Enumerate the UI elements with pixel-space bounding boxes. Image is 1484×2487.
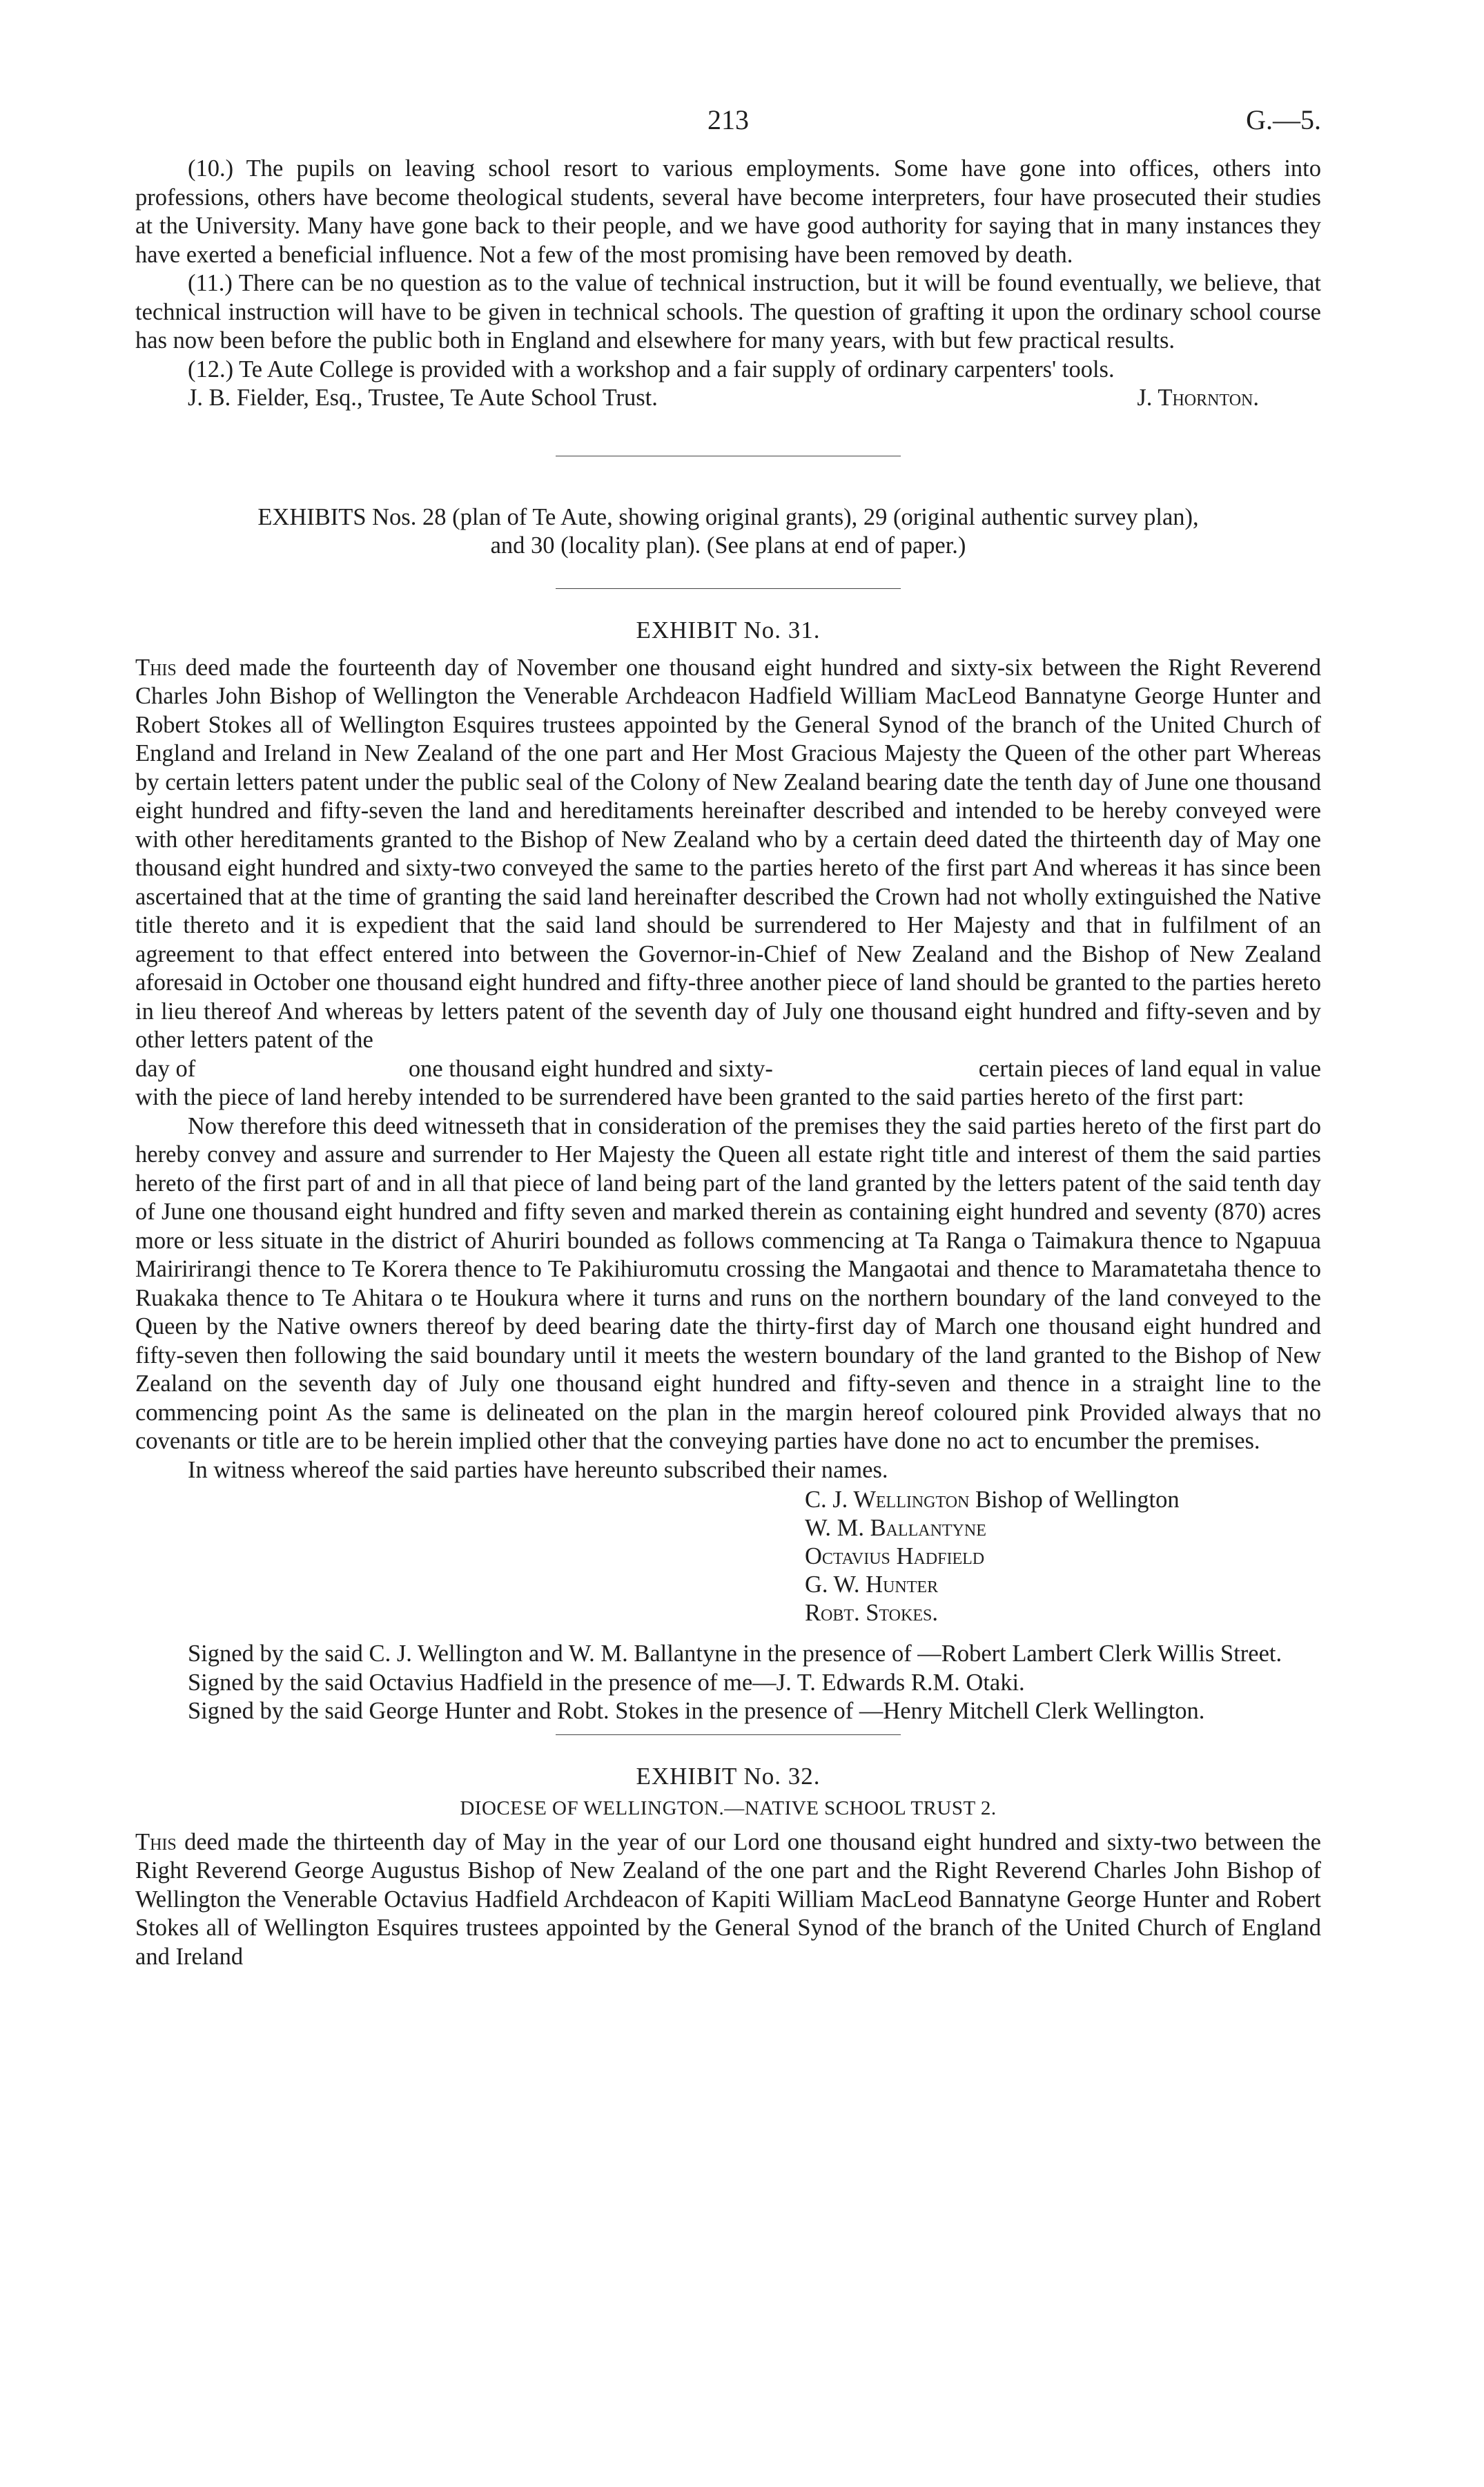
signature-name: C. J. Wellington <box>805 1487 970 1513</box>
attestation-1: Signed by the said C. J. Wellington and W. M. Ballantyne in the presence of —Robert Lambert Clerk Willis Street. <box>188 1641 1282 1667</box>
signature-5 <box>805 1599 1321 1627</box>
blank-date-line <box>135 1055 1321 1084</box>
paragraph-11: (11.) There can be no question as to the value of technical instruction, but it will be found eventually, we believe, that technical instruction will have to be given in technical schools. The question of grafting it upon the ordinary school course has now been before the public both in England and elsewhere for many years, with but few practical results. <box>135 270 1321 354</box>
signature-3 <box>805 1542 1321 1571</box>
document-page <box>135 104 1321 1971</box>
exhibit-31-para-1-end: with the piece of land hereby intended to be surrendered have been granted to the said parties hereto of the first part: <box>135 1084 1244 1110</box>
exhibits-note-line-2: and 30 (locality plan). (See plans at end of paper.) <box>490 532 966 559</box>
exhibit-31 <box>135 617 1321 1726</box>
signature-2 <box>805 1514 1321 1542</box>
report-signatory: J. Thornton. <box>1137 385 1259 411</box>
signature-1 <box>805 1486 1321 1514</box>
signature-name: G. W. Hunter <box>805 1571 939 1598</box>
signature-block <box>135 1486 1321 1627</box>
exhibits-note <box>135 503 1321 561</box>
exhibit-32-subtitle: DIOCESE OF WELLINGTON.—NATIVE SCHOOL TRUST 2. <box>460 1797 997 1819</box>
divider-rule <box>556 1734 901 1735</box>
opening-word: This <box>135 1828 177 1855</box>
exhibit-32-para-1-text: deed made the thirteenth day of May in the year of our Lord one thousand eight hundred and sixty-two between the Right Reverend George Augustus Bishop of New Zealand of the one part and the Right Reverend Charles John Bishop of Wellington the Venerable Octavius Hadfield Archdeacon of Kapiti William MacLeod Bannatyne George Hunter and Robert Stokes all of Wellington Esquires trustees appointed by the General Synod of the branch of the United Church of England and Ireland <box>135 1828 1321 1970</box>
signature-name: W. M. Ballantyne <box>805 1515 986 1541</box>
witness-clause: In witness whereof the said parties have hereunto subscribed their names. <box>188 1456 888 1483</box>
attestation-2: Signed by the said Octavius Hadfield in the presence of me—J. T. Edwards R.M. Otaki. <box>188 1669 1025 1696</box>
blank-date-3: certain pieces of land equal in value <box>978 1055 1321 1082</box>
opening-word: This <box>135 654 177 681</box>
page-number: 213 <box>707 104 749 135</box>
paragraph-12: (12.) Te Aute College is provided with a workshop and a fair supply of ordinary carpenters' tools. <box>188 356 1115 383</box>
exhibit-31-title: EXHIBIT No. 31. <box>636 616 821 643</box>
exhibit-31-para-2: Now therefore this deed witnesseth that in consideration of the premises they the said parties hereto of the first part do hereby convey and assure and surrender to Her Majesty the Queen all estate right title and interest of them the said parties hereto of the first part of and in all that piece of land being part of the land granted by the letters patent of the said tenth day of June one thousand eight hundred and fifty seven and marked therein as containing eight hundred and seventy (870) acres more or less situate in the district of Ahuriri bounded as follows commencing at Ta Ranga o Taimakura thence to Ngapuua Mairirirangi thence to Te Korera thence to Te Pakihiuromutu crossing the Mangaotai and thence to Maramatetaha thence to Ruakaka thence to Te Ahitara o te Houkura where it turns and runs on the northern boundary of the land conveyed to the Queen by the Native owners thereof by deed bearing date the thirty-first day of March one thousand eight hundred and fifty-seven then following the said boundary until it meets the western boundary of the land granted to the Bishop of New Zealand on the seventh day of July one thousand eight hundred and fifty-seven and thence in a straight line to the commencing point As the same is delineated on the plan in the margin hereof coloured pink Provided always that no covenants or title are to be herein implied other that the conveying parties have done no act to encumber the premises. <box>135 1112 1321 1454</box>
addressee: J. B. Fielder, Esq., Trustee, Te Aute School Trust. <box>188 385 658 411</box>
attestations <box>135 1640 1321 1726</box>
signature-4 <box>805 1571 1321 1599</box>
exhibit-32-title: EXHIBIT No. 32. <box>636 1762 821 1790</box>
attestation-3: Signed by the said George Hunter and Robt. Stokes in the presence of —Henry Mitchell Clerk Wellington. <box>188 1698 1205 1724</box>
paragraph-10: (10.) The pupils on leaving school resort to various employments. Some have gone into offices, others into professions, others have become theological students, several have become interpreters, four have prosecuted their studies at the University. Many have gone back to their people, and we have good authority for saying that in many instances they have exerted a beneficial influence. Not a few of the most promising have been removed by death. <box>135 155 1321 268</box>
divider-rule <box>556 588 901 589</box>
blank-date-2: one thousand eight hundred and sixty- <box>408 1055 773 1082</box>
signature-suffix: Bishop of Wellington <box>969 1487 1180 1513</box>
addressee-line <box>135 384 1321 413</box>
exhibit-32 <box>135 1763 1321 1972</box>
page-header <box>135 104 1321 145</box>
blank-date-1: day of <box>135 1055 196 1082</box>
signature-name: Robt. Stokes. <box>805 1600 938 1626</box>
exhibit-32-para-1 <box>135 1828 1321 1972</box>
exhibit-31-para-1-text: deed made the fourteenth day of November one thousand eight hundred and sixty-six between the Right Reverend Charles John Bishop of Wellington the Venerable Archdeacon Hadfield William MacLeod Bannatyne George Hunter and Robert Stokes all of Wellington Esquires trustees appointed by the General Synod of the branch of the United Church of England and Ireland in New Zealand of the one part and Her Most Gracious Majesty the Queen of the other part Whereas by certain letters patent under the public seal of the Colony of New Zealand bearing date the tenth day of June one thousand eight hundred and fifty-seven the land and hereditaments hereinafter described and intended to be hereby conveyed were with other hereditaments granted to the Bishop of New Zealand who by a certain deed dated the thirteenth day of May one thousand eight hundred and sixty-two conveyed the same to the parties hereto of the first part And whereas it has since been ascertained that at the time of granting the said land hereinafter described the Crown had not wholly extinguished the Native title thereto and it is expedient that the said land should be surrendered to Her Majesty and that in fulfilment of an agreement to that effect entered into between the Governor-in-Chief of New Zealand and the Bishop of New Zealand aforesaid in October one thousand eight hundred and fifty-three another piece of land should be granted to the parties hereto in lieu thereof And whereas by letters patent of the seventh day of July one thousand eight hundred and fifty-seven and by other letters patent of the <box>135 654 1321 1053</box>
signature-name: Octavius Hadfield <box>805 1543 985 1569</box>
exhibit-31-para-1 <box>135 654 1321 1055</box>
exhibits-note-line-1: EXHIBITS Nos. 28 (plan of Te Aute, showing original grants), 29 (original authentic survey plan), <box>257 503 1199 530</box>
paper-reference: G.—5. <box>1246 104 1321 135</box>
report-section <box>135 155 1321 413</box>
